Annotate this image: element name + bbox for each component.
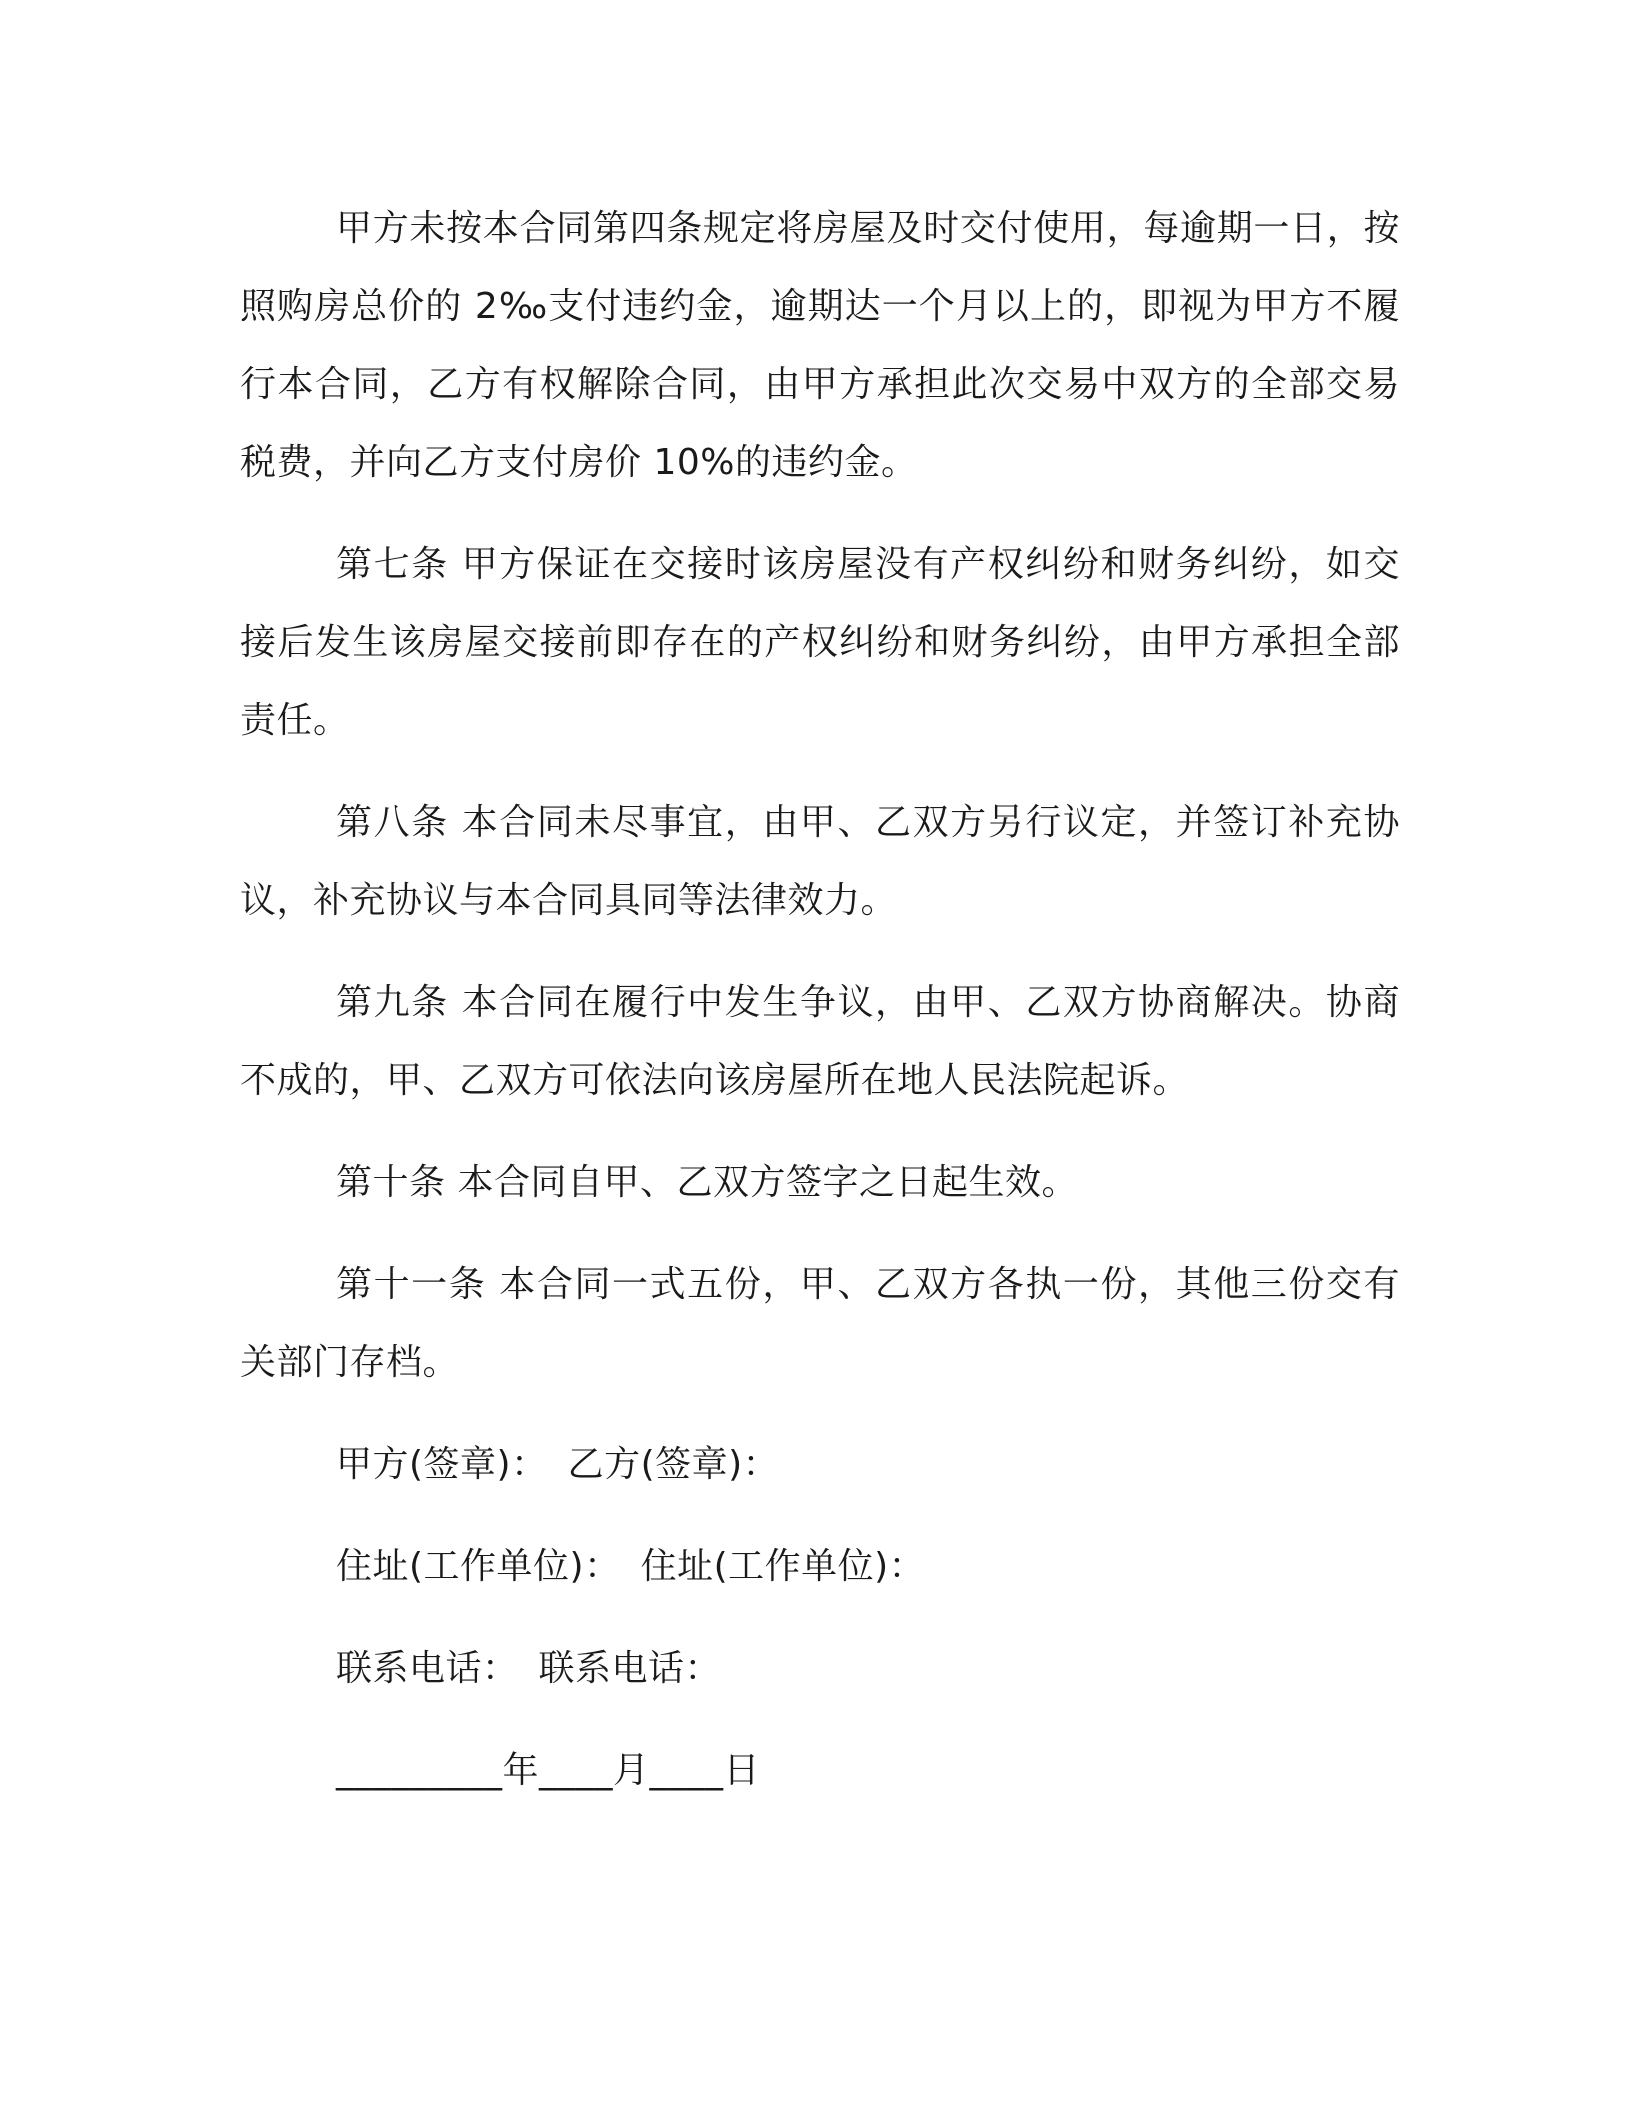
party-b-seal-label: 乙方(签章)： [567,1444,780,1485]
signature-row-address [240,1528,1400,1606]
date-line: _________年____月____日 [336,1750,760,1791]
contract-body [240,190,1400,1810]
signature-row-seal [240,1426,1400,1504]
party-a-address-label: 住址(工作单位)： [336,1546,621,1587]
party-a-phone-label: 联系电话： [336,1648,519,1689]
party-b-phone-label: 联系电话： [538,1648,722,1689]
party-a-seal-label: 甲方(签章)： [336,1444,548,1485]
clause-11: 第十一条 本合同一式五份，甲、乙双方各执一份，其他三份交有关部门存档。 [240,1264,1400,1383]
clause-7: 第七条 甲方保证在交接时该房屋没有产权纠纷和财务纠纷，如交接后发生该房屋交接前即存在的产权纠纷和财务纠纷，由甲方承担全部责任。 [240,544,1400,741]
clause-8: 第八条 本合同未尽事宜，由甲、乙双方另行议定，并签订补充协议，补充协议与本合同具同等法律效力。 [240,802,1400,921]
clause-10: 第十条 本合同自甲、乙双方签字之日起生效。 [336,1162,1078,1203]
clause-9: 第九条 本合同在履行中发生争议，由甲、乙双方协商解决。协商不成的，甲、乙双方可依法向该房屋所在地人民法院起诉。 [240,982,1400,1101]
party-b-address-label: 住址(工作单位)： [640,1546,926,1587]
clause-breach-delivery: 甲方未按本合同第四条规定将房屋及时交付使用，每逾期一日，按照购房总价的 2‰支付违约金，逾期达一个月以上的，即视为甲方不履行本合同，乙方有权解除合同，由甲方承担此次交易中双方的全部交易税费，并向乙方支付房价 10%的违约金。 [240,208,1400,483]
signature-row-phone [240,1630,1400,1708]
